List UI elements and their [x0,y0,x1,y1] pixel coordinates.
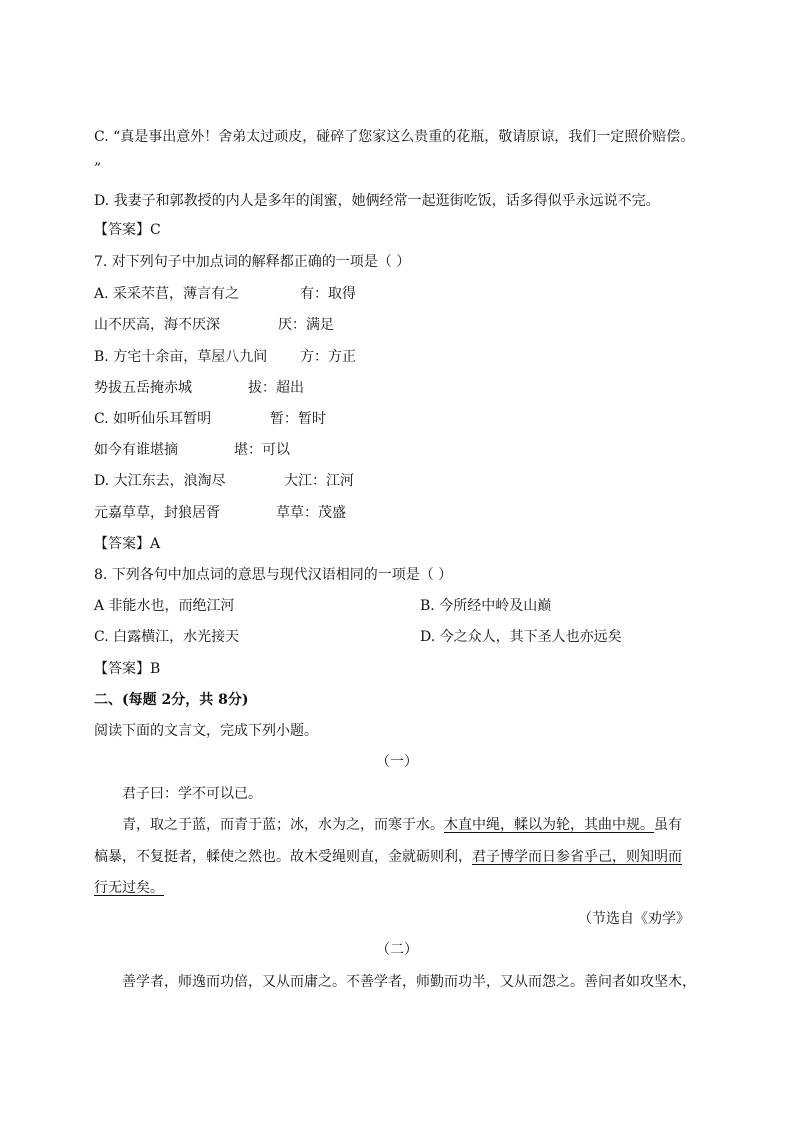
q6-option-d: D. 我妻子和郭教授的内人是多年的闺蜜，她俩经常一起逛街吃饭，话多得似乎永远说不完。 [94,193,660,209]
q7-gloss: 大江：江河 [284,473,354,489]
section-instruction: 阅读下面的文言文，完成下列小题。 [94,723,318,739]
q7-sentence: 山不厌高，海不厌深 [94,317,220,333]
q7-answer: 【答案】A [94,536,161,552]
q7-gloss: 厌：满足 [278,317,334,333]
q7-gloss: 拔：超出 [248,380,304,396]
q8-option-c: C. 白露横江，水光接天 [94,629,240,645]
q7-sentence: C. 如听仙乐耳暂明 [94,411,212,427]
q6-answer: 【答案】C [94,222,161,238]
q7-gloss: 堪：可以 [234,442,290,458]
q7-gloss: 草草：茂盛 [276,505,346,521]
q7-stem: 7. 对下列句子中加点词的解释都正确的一项是（ ） [94,254,411,270]
passage1-line: 君子曰：学不可以已。 [122,786,262,802]
passage1-line [94,848,682,866]
underlined-sentence: 行无过矣。 [94,880,164,896]
passage2-line: 善学者，师逸而功倍，又从而庸之。不善学者，师勤而功半，又从而怨之。善问者如攻坚木， [122,974,696,990]
q7-row [94,472,354,490]
q7-sentence: 如今有谁堪摘 [94,442,178,458]
q7-gloss: 有：取得 [300,286,356,302]
passage-title-2: （二） [376,942,418,958]
passage-text: 槁暴，不复挺者，輮使之然也。故木受绳则直，金就砺则利， [94,849,472,865]
q7-sentence: D. 大江东去，浪淘尽 [94,473,226,489]
q7-gloss: 暂：暂时 [270,411,326,427]
q8-option-a: A 非能水也，而绝江河 [94,598,235,614]
q8-option-b: B. 今所经中岭及山巅 [420,598,552,614]
q7-row [94,316,334,334]
q6-option-c-line2: ” [94,161,102,177]
q8-options-row2 [94,628,622,646]
q8-stem: 8. 下列各句中加点词的意思与现代汉语相同的一项是（ ） [94,567,453,583]
passage1-line [94,879,164,897]
passage-source: （节选自《劝学》 [578,911,690,927]
q6-option-c-line1: C. “真是事出意外！舍弟太过顽皮，碰碎了您家这么贵重的花瓶，敬请原谅，我们一定照价赔偿。 [94,129,695,145]
q7-sentence: A. 采采芣苢，薄言有之 [94,286,240,302]
q8-answer: 【答案】B [94,661,161,677]
q7-row [94,285,356,303]
q7-sentence: 元嘉草草，封狼居胥 [94,505,220,521]
section-heading: 二、(每题 2分，共 8分) [94,692,249,708]
q7-gloss: 方：方正 [300,349,356,365]
passage1-line [122,816,682,834]
underlined-sentence: 君子博学而日参省乎己，则知明而 [472,849,682,865]
passage-text: 青，取之于蓝，而青于蓝；冰，水为之，而寒于水。 [122,817,444,833]
q7-sentence: B. 方宅十余亩，草屋八九间 [94,349,268,365]
q7-row [94,410,326,428]
q7-row [94,348,356,366]
underlined-sentence: 木直中绳，輮以为轮，其曲中规。 [444,817,654,833]
passage-text: 虽有 [654,817,682,833]
q8-option-d: D. 今之众人，其下圣人也亦远矣 [420,629,622,645]
q7-row [94,504,346,522]
q7-row [94,441,290,459]
q7-sentence: 势拔五岳掩赤城 [94,380,192,396]
passage-title-1: （一） [376,754,418,770]
q7-row [94,379,304,397]
q8-options-row1 [94,597,552,615]
